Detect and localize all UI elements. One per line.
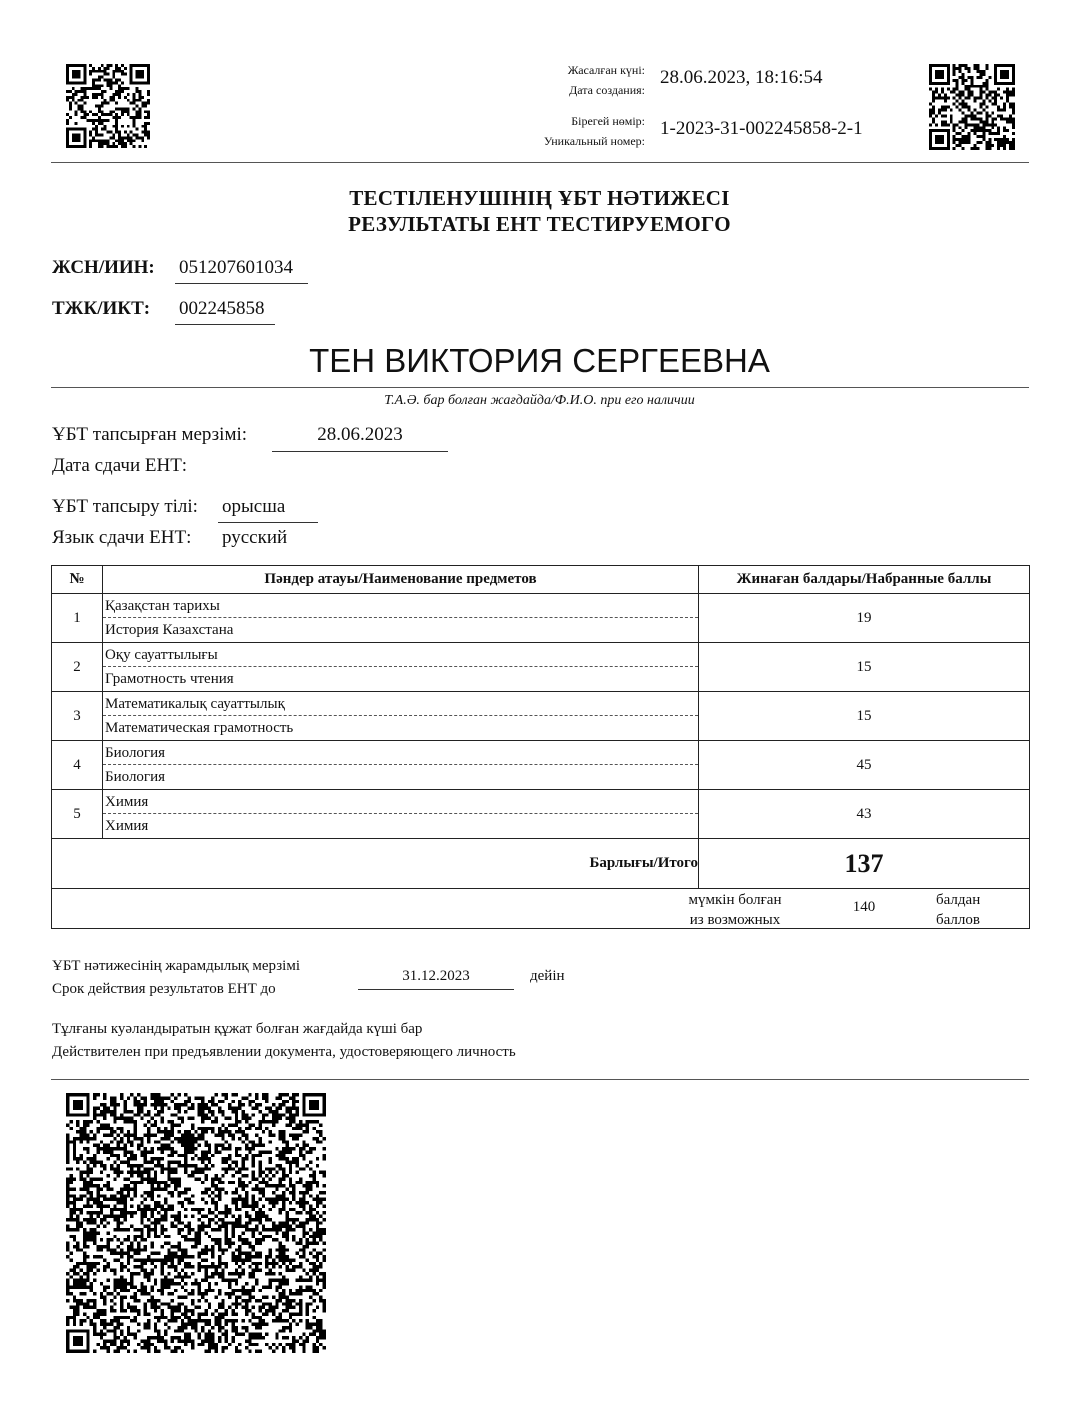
- subject-cell: [103, 741, 699, 790]
- created-value: 28.06.2023, 18:16:54: [660, 67, 823, 88]
- subject-ru: Химия: [105, 818, 149, 834]
- header-divider: [51, 162, 1029, 163]
- subject-score: 15: [699, 692, 1030, 741]
- subject-score: 43: [699, 790, 1030, 839]
- subject-cell: [103, 594, 699, 643]
- possible-label: [680, 890, 790, 930]
- subject-cell: [103, 790, 699, 839]
- subject-ru: История Казахстана: [105, 622, 234, 638]
- row-number: 4: [52, 741, 103, 790]
- points-label-kz: балдан: [936, 892, 981, 908]
- possible-row: [52, 889, 1030, 929]
- possible-label-ru: из возможных: [689, 912, 781, 928]
- header-subject: Пәндер атауы/Наименование предметов: [103, 566, 699, 594]
- validity-label-kz: ҰБТ нәтижесінің жарамдылық мерзімі: [52, 958, 300, 974]
- created-label-kz: Жасалған күні:: [567, 63, 645, 77]
- row-number: 2: [52, 643, 103, 692]
- qr-code-icon: [929, 64, 1015, 150]
- iin-label: ЖСН/ИИН:: [52, 257, 155, 278]
- ikt-value: 002245858: [175, 298, 275, 325]
- name-caption: Т.А.Ә. бар болған жағдайда/Ф.И.О. при его наличии: [384, 393, 695, 408]
- subject-kz: Қазақстан тарихы: [103, 594, 698, 618]
- footer-divider: [51, 1079, 1029, 1080]
- subject-kz: Биология: [103, 741, 698, 765]
- document-title-ru: РЕЗУЛЬТАТЫ ЕНТ ТЕСТИРУЕМОГО: [348, 212, 731, 236]
- notice-kz: Тұлғаны куәландыратын құжат болған жағдайда күші бар: [52, 1021, 423, 1037]
- full-name: ТЕН ВИКТОРИЯ СЕРГЕЕВНА: [309, 342, 770, 379]
- table-row: [52, 741, 1030, 790]
- total-label: Барлығы/Итого: [52, 839, 699, 889]
- table-row: [52, 790, 1030, 839]
- exam-language-value-kz: орысша: [218, 496, 318, 523]
- table-row: [52, 594, 1030, 643]
- points-label: [936, 890, 980, 930]
- exam-date-label-ru: Дата сдачи ЕНТ:: [52, 455, 188, 476]
- ikt-label: ТЖК/ИКТ:: [52, 298, 151, 319]
- created-label: [470, 60, 645, 100]
- total-value: 137: [699, 839, 1030, 889]
- possible-value: 140: [852, 899, 876, 915]
- qr-code-icon: [66, 64, 150, 148]
- exam-date-label-kz: ҰБТ тапсырған мерзімі:: [52, 424, 248, 445]
- unique-label-kz: Бірегей нөмір:: [571, 114, 645, 128]
- table-header-row: [52, 566, 1030, 594]
- subject-kz: Оқу сауаттылығы: [103, 643, 698, 667]
- subject-ru: Биология: [105, 769, 166, 785]
- validity-label-ru: Срок действия результатов ЕНТ до: [52, 981, 276, 997]
- possible-label-kz: мүмкін болған: [688, 892, 782, 908]
- subject-score: 15: [699, 643, 1030, 692]
- possible-cell: [52, 889, 1030, 929]
- points-label-ru: баллов: [936, 912, 980, 928]
- subject-kz: Математикалық сауаттылық: [103, 692, 698, 716]
- row-number: 5: [52, 790, 103, 839]
- exam-language-value-ru: русский: [222, 527, 288, 548]
- subject-score: 45: [699, 741, 1030, 790]
- subject-cell: [103, 692, 699, 741]
- header-score: Жинаған балдары/Набранные баллы: [699, 566, 1030, 594]
- unique-number-label: [470, 111, 645, 151]
- subject-cell: [103, 643, 699, 692]
- results-table: [51, 565, 1030, 929]
- subject-score: 19: [699, 594, 1030, 643]
- unique-label-ru: Уникальный номер:: [543, 134, 645, 148]
- table-row: [52, 692, 1030, 741]
- exam-language-label-ru: Язык сдачи ЕНТ:: [52, 527, 192, 548]
- subject-ru: Грамотность чтения: [105, 671, 234, 687]
- exam-language-label-kz: ҰБТ тапсыру тілі:: [52, 496, 198, 517]
- row-number: 3: [52, 692, 103, 741]
- header-number: №: [52, 566, 103, 594]
- created-label-ru: Дата создания:: [569, 83, 645, 97]
- exam-date-value: 28.06.2023: [272, 424, 448, 452]
- name-underline: [51, 387, 1029, 388]
- iin-value: 051207601034: [175, 257, 308, 284]
- validity-suffix: дейін: [530, 968, 565, 984]
- subject-kz: Химия: [103, 790, 698, 814]
- large-qr-code-icon: [66, 1093, 326, 1353]
- unique-number-value: 1-2023-31-002245858-2-1: [660, 118, 863, 139]
- subject-ru: Математическая грамотность: [105, 720, 294, 736]
- table-row: [52, 643, 1030, 692]
- total-row: [52, 839, 1030, 889]
- row-number: 1: [52, 594, 103, 643]
- document-title-kz: ТЕСТІЛЕНУШІНІҢ ҰБТ НӘТИЖЕСІ: [349, 186, 730, 210]
- validity-value: 31.12.2023: [358, 968, 514, 990]
- notice-ru: Действителен при предъявлении документа, удостоверяющего личность: [52, 1044, 516, 1060]
